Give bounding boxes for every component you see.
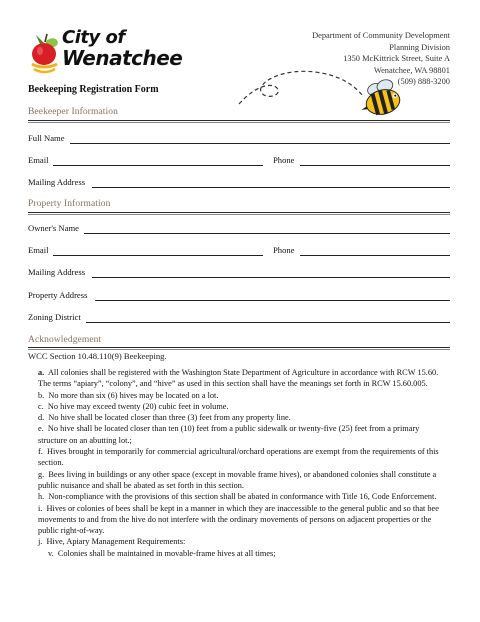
- property-section-heading: Property Information: [28, 199, 111, 209]
- property-mailing-address-field[interactable]: [92, 277, 450, 278]
- property-phone-label: Phone: [273, 245, 295, 255]
- section-divider: [28, 120, 450, 123]
- logo-name-text: Wenatchee: [62, 46, 183, 70]
- department-line: 1350 McKittrick Street, Suite A: [343, 54, 450, 64]
- owners-name-field[interactable]: [84, 233, 450, 234]
- department-line: (509) 888-3200: [397, 77, 450, 87]
- rule-item: j. Hive, Apiary Management Requirements:: [38, 537, 186, 547]
- full-name-field[interactable]: [70, 143, 450, 144]
- section-divider: [28, 347, 450, 350]
- phone-label: Phone: [273, 155, 295, 165]
- beekeeping-rules-list: [38, 367, 450, 559]
- rule-item: b. No more than six (6) hives may be located on a lot.: [38, 390, 219, 400]
- rule-item: a. All colonies shall be registered with the Washington State Department of Agriculture in accordance with RCW 15.60. The terms “apiary”, “colony”, and “hive” as used in this section shall have the meanings set forth in RCW 15.60.005.: [38, 368, 439, 389]
- form-title: Beekeeping Registration Form: [28, 84, 159, 95]
- rule-item: e. No hive shall be located closer than ten (10) feet from a public sidewalk or twenty-five (25) feet from a primary structure on an abutting lot.;: [38, 424, 420, 445]
- property-phone-field[interactable]: [300, 255, 450, 256]
- acknowledgement-section-heading: Acknowledgement: [28, 335, 102, 345]
- section-divider: [28, 212, 450, 215]
- wcc-section-reference: WCC Section 10.48.110(9) Beekeeping.: [28, 351, 167, 361]
- rule-item: c. No hive may exceed twenty (20) cubic feet in volume.: [38, 401, 229, 411]
- bee-icon: [355, 77, 402, 119]
- bee-flight-path: [239, 71, 363, 104]
- property-address-field[interactable]: [95, 300, 450, 301]
- rule-item: i. Hives or colonies of bees shall be kept in a manner in which they are inaccessible to the general public and so that bee movements to and from the hive do not interfere with the ordinary movements of persons on adjacent properties or the public right-of-way.: [38, 503, 439, 536]
- department-line: Department of Community Development: [312, 31, 450, 40]
- mailing-address-field[interactable]: [92, 187, 450, 188]
- beekeeper-section-heading: Beekeeper Information: [28, 107, 118, 117]
- property-email-field[interactable]: [53, 255, 263, 256]
- full-name-label: Full Name: [28, 133, 65, 143]
- owners-name-label: Owner's Name: [28, 223, 79, 233]
- zoning-district-label: Zoning District: [28, 312, 81, 322]
- mailing-address-label: Mailing Address: [28, 177, 86, 187]
- property-mailing-address-label: Mailing Address: [28, 267, 86, 277]
- email-label: Email: [28, 155, 49, 165]
- email-field[interactable]: [53, 165, 263, 166]
- phone-field[interactable]: [300, 165, 450, 166]
- bee-illustration: [235, 66, 415, 136]
- rule-item: f. Hives brought in temporarily for commercial agricultural/orchard operations are exempt from the requirements of this section.: [38, 447, 439, 468]
- rule-item: h. Non-compliance with the provisions of this section shall be abated in conformance with Title 16, Code Enforcement.: [38, 492, 437, 502]
- department-line: Wenatchee, WA 98801: [373, 65, 450, 75]
- department-line: Planning Division: [389, 42, 450, 52]
- property-email-label: Email: [28, 245, 49, 255]
- zoning-district-field[interactable]: [86, 322, 450, 323]
- rule-subitem: v. Colonies shall be maintained in movable-frame hives at all times;: [48, 548, 276, 558]
- logo-city-text: City of: [62, 27, 125, 48]
- property-address-label: Property Address: [28, 290, 88, 300]
- apple-icon: [30, 31, 62, 75]
- rule-item: g. Bees living in buildings or any other space (except in movable frame hives), or abandoned colonies shall constitute a public nuisance and shall be abated as set forth in this section.: [38, 469, 437, 490]
- city-logo: [30, 27, 183, 77]
- rule-item: d. No hive shall be located closer than three (3) feet from any property line.: [38, 413, 291, 423]
